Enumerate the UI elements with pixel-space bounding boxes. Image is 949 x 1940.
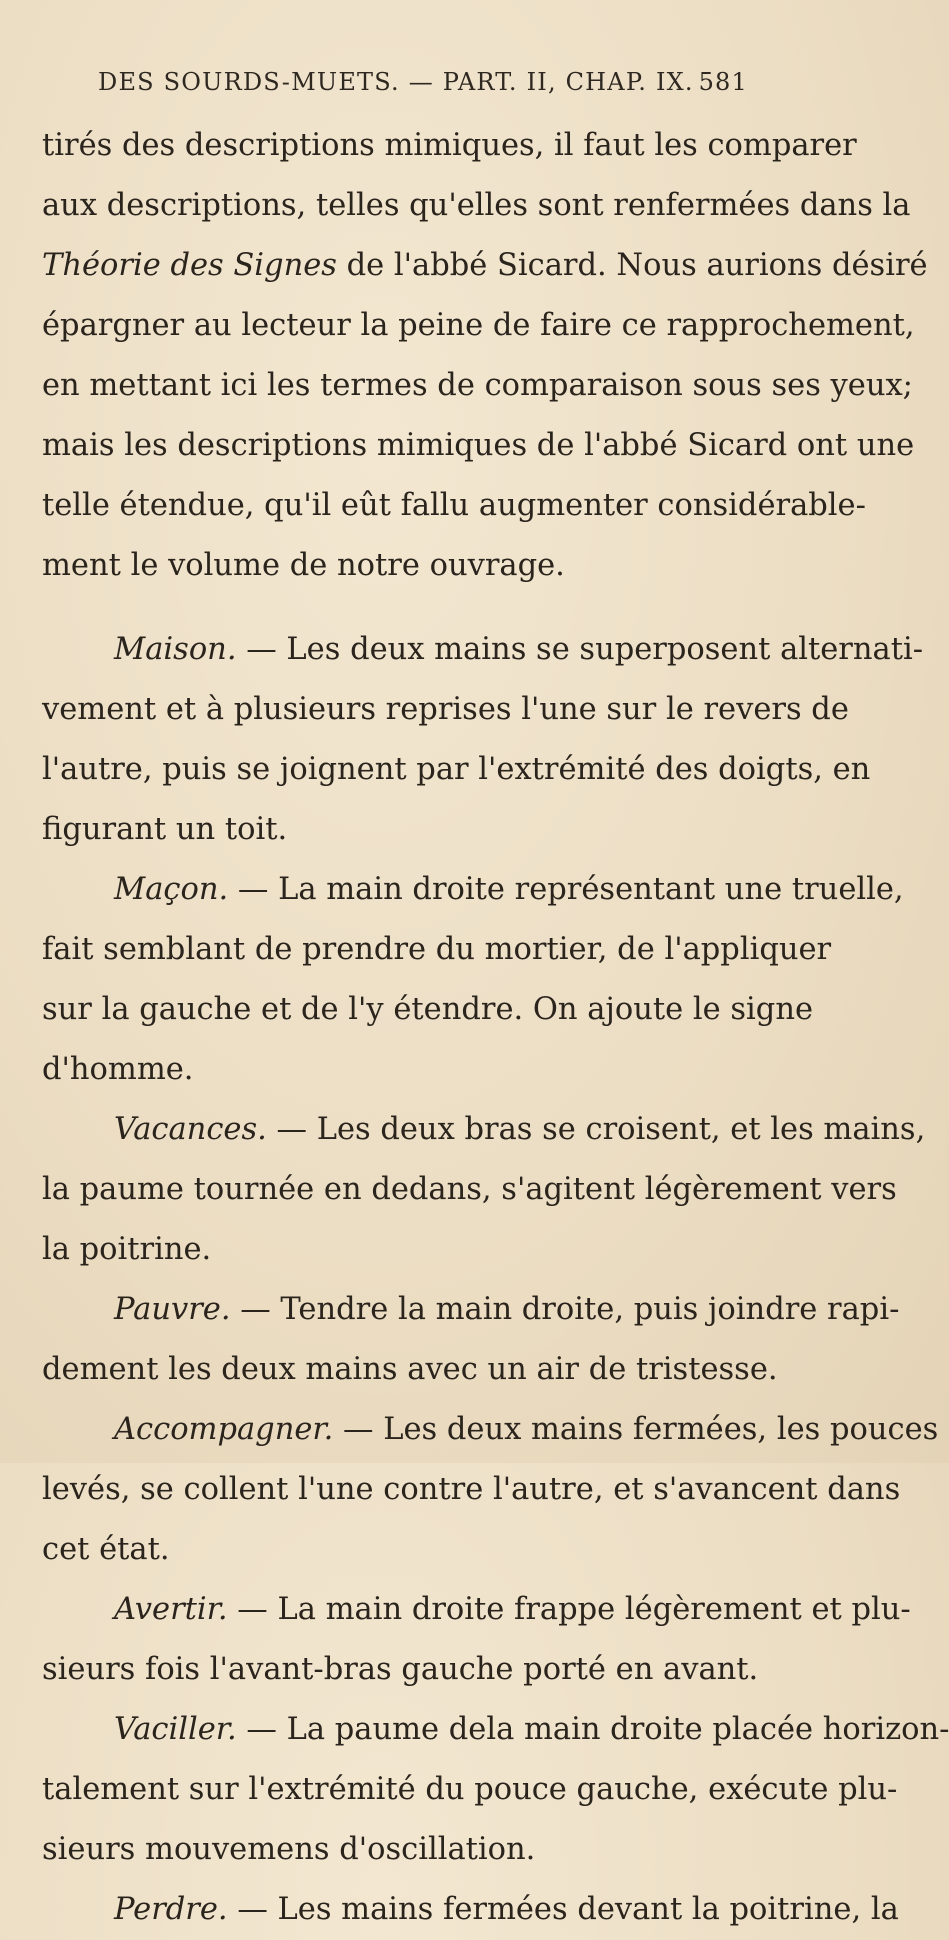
entry-first-line <box>42 620 924 680</box>
entry-text: — Tendre la main droite, puis joindre rapi- <box>230 1292 900 1327</box>
entry-term: Vaciller. <box>114 1712 237 1747</box>
entry-text: — Les deux mains fermées, les pouces <box>333 1412 939 1447</box>
entry-text: — La main droite représentant une truelle, <box>228 872 904 907</box>
entry-pauvre <box>42 1280 900 1400</box>
text-line: tirés des descriptions mimiques, il faut les comparer <box>42 128 857 163</box>
entry-term: Accompagner. <box>114 1412 334 1447</box>
book-title: Théorie des Signes <box>42 248 337 283</box>
text-span: de l'abbé Sicard. Nous aurions désiré <box>336 248 928 283</box>
text-line: aux descriptions, telles qu'elles sont renfermées dans la <box>42 188 911 223</box>
entry-term: Maçon. <box>114 872 229 907</box>
text-line: sur la gauche et de l'y étendre. On ajoute le signe <box>42 992 814 1027</box>
intro-paragraph <box>42 116 928 596</box>
entry-first-line <box>42 1880 899 1940</box>
entry-term: Avertir. <box>114 1592 228 1627</box>
text-line <box>42 236 928 296</box>
text-line: dement les deux mains avec un air de tristesse. <box>42 1352 778 1387</box>
text-line: mais les descriptions mimiques de l'abbé Sicard ont une <box>42 428 915 463</box>
entry-first-line <box>42 860 904 920</box>
entry-first-line <box>42 1100 926 1160</box>
text-line: ment le volume de notre ouvrage. <box>42 548 565 583</box>
entry-term: Maison. <box>114 632 237 667</box>
text-line: figurant un toit. <box>42 812 288 847</box>
entry-first-line <box>42 1400 939 1460</box>
text-line: sieurs mouvemens d'oscillation. <box>42 1832 536 1867</box>
entry-maison <box>42 620 924 860</box>
entry-avertir <box>42 1580 911 1700</box>
entry-macon <box>42 860 904 1100</box>
text-line: talement sur l'extrémité du pouce gauche, exécute plu- <box>42 1772 898 1807</box>
entry-vacances <box>42 1100 926 1280</box>
text-line: la paume tournée en dedans, s'agitent légèrement vers <box>42 1172 897 1207</box>
entry-text: — Les deux mains se superposent alternati- <box>236 632 924 667</box>
running-title: DES SOURDS-MUETS. — PART. II, CHAP. IX. <box>98 68 694 96</box>
entry-term: Vacances. <box>114 1112 267 1147</box>
entry-term: Perdre. <box>114 1892 228 1927</box>
text-line: fait semblant de prendre du mortier, de l'appliquer <box>42 932 832 967</box>
text-line: telle étendue, qu'il eût fallu augmenter considérable- <box>42 488 866 523</box>
text-line: levés, se collent l'une contre l'autre, et s'avancent dans <box>42 1472 901 1507</box>
text-line: cet état. <box>42 1532 170 1567</box>
entry-vaciller <box>42 1700 949 1880</box>
text-line: la poitrine. <box>42 1232 212 1267</box>
running-head <box>98 68 748 96</box>
text-line: l'autre, puis se joignent par l'extrémité des doigts, en <box>42 752 871 787</box>
entry-text: — La paume dela main droite placée horizon- <box>236 1712 949 1747</box>
entry-term: Pauvre. <box>114 1292 231 1327</box>
entry-first-line <box>42 1580 911 1640</box>
paragraph-gap <box>42 596 742 620</box>
text-line: épargner au lecteur la peine de faire ce rapprochement, <box>42 308 915 343</box>
text-line: sieurs fois l'avant-bras gauche porté en avant. <box>42 1652 759 1687</box>
entry-first-line <box>42 1280 900 1340</box>
body-text <box>42 116 949 1940</box>
entry-text: — Les deux bras se croisent, et les mains, <box>266 1112 926 1147</box>
entry-accompagner <box>42 1400 939 1580</box>
entry-first-line <box>42 1700 949 1760</box>
entry-text: — La main droite frappe légèrement et plu- <box>227 1592 911 1627</box>
entry-perdre <box>42 1880 899 1940</box>
text-line: en mettant ici les termes de comparaison sous ses yeux; <box>42 368 913 403</box>
text-line: d'homme. <box>42 1052 194 1087</box>
text-line: vement et à plusieurs reprises l'une sur le revers de <box>42 692 849 727</box>
page-number: 581 <box>698 68 748 96</box>
entry-text: — Les mains fermées devant la poitrine, la <box>227 1892 899 1927</box>
